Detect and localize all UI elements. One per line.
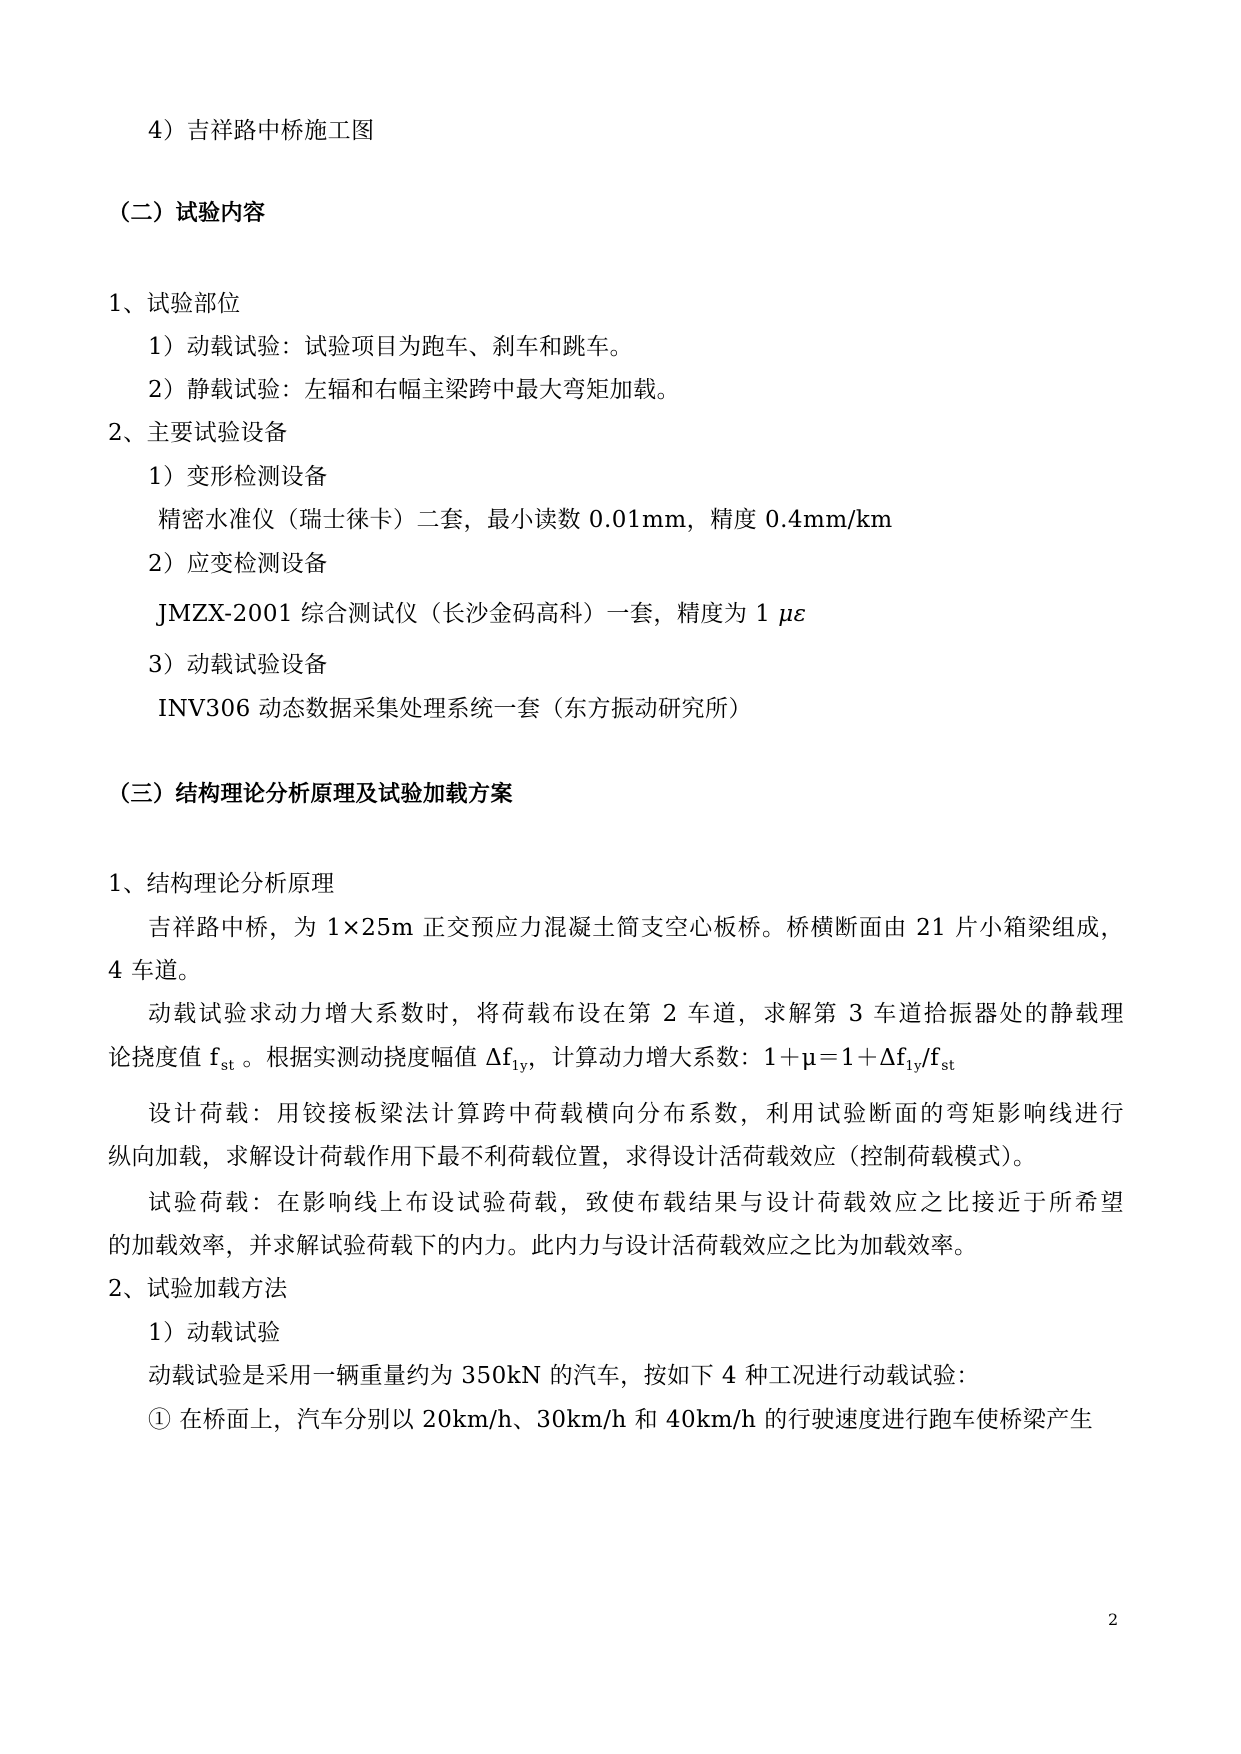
list-item: 1）动载试验：试验项目为跑车、刹车和跳车。 bbox=[148, 334, 634, 360]
paragraph-line: ① 在桥面上，汽车分别以 20km/h、30km/h 和 40km/h 的行驶速度进行跑车使桥梁产生 bbox=[148, 1407, 1094, 1433]
paragraph-line: 4 车道。 bbox=[108, 958, 202, 984]
list-item: 1）动载试验 bbox=[148, 1320, 281, 1346]
subscript: st bbox=[941, 1058, 956, 1074]
list-item: 2）静载试验：左辐和右幅主梁跨中最大弯矩加载。 bbox=[148, 377, 681, 403]
formula-text: 论挠度值 f bbox=[108, 1045, 219, 1071]
equipment-description bbox=[158, 599, 806, 629]
paragraph-line: 吉祥路中桥，为 1×25m 正交预应力混凝土简支空心板桥。桥横断面由 21 片小箱梁组成， bbox=[148, 915, 1124, 941]
list-item: 2）应变检测设备 bbox=[148, 551, 328, 577]
reference-item: 4）吉祥路中桥施工图 bbox=[148, 118, 375, 144]
list-item: 1）变形检测设备 bbox=[148, 464, 328, 490]
subsection-heading: 1、结构理论分析原理 bbox=[108, 871, 335, 897]
formula-text: /f bbox=[921, 1045, 940, 1071]
section-heading: （二）试验内容 bbox=[108, 201, 266, 226]
paragraph-line: 动载试验是采用一辆重量约为 350kN 的汽车，按如下 4 种工况进行动载试验： bbox=[148, 1363, 980, 1389]
paragraph-line: 设计荷载：用铰接板梁法计算跨中荷载横向分布系数，利用试验断面的弯矩影响线进行 bbox=[148, 1101, 1124, 1127]
paragraph-line: 的加载效率，并求解试验荷载下的内力。此内力与设计活荷载效应之比为加载效率。 bbox=[108, 1233, 978, 1259]
formula-text: 。根据实测动挠度幅值 Δf bbox=[234, 1045, 512, 1071]
subscript: 1y bbox=[511, 1059, 529, 1074]
microstrain-symbol: με bbox=[778, 601, 807, 627]
paragraph-line: 纵向加载，求解设计荷载作用下最不利荷载位置，求得设计活荷载效应（控制荷载模式）。 bbox=[108, 1144, 1037, 1170]
equipment-description: INV306 动态数据采集处理系统一套（东方振动研究所） bbox=[158, 696, 753, 722]
equipment-text: JMZX-2001 综合测试仪（长沙金码高科）一套，精度为 1 bbox=[158, 601, 771, 627]
paragraph-line: 动载试验求动力增大系数时，将荷载布设在第 2 车道，求解第 3 车道拾振器处的静载理 bbox=[148, 1001, 1124, 1027]
subsection-heading: 2、主要试验设备 bbox=[108, 420, 288, 446]
formula-text: ，计算动力增大系数：1＋μ＝1＋Δf bbox=[528, 1045, 906, 1071]
equipment-description: 精密水准仪（瑞士徕卡）二套，最小读数 0.01mm，精度 0.4mm/km bbox=[158, 507, 893, 533]
subsection-heading: 2、试验加载方法 bbox=[108, 1276, 288, 1302]
page-number: 2 bbox=[1108, 1610, 1119, 1629]
subscript: 1y bbox=[905, 1059, 922, 1074]
section-heading: （三）结构理论分析原理及试验加载方案 bbox=[108, 782, 514, 807]
subsection-heading: 1、试验部位 bbox=[108, 291, 241, 317]
list-item: 3）动载试验设备 bbox=[148, 652, 328, 678]
subscript: st bbox=[220, 1058, 235, 1074]
formula-line bbox=[108, 1043, 955, 1082]
paragraph-line: 试验荷载：在影响线上布设试验荷载，致使布载结果与设计荷载效应之比接近于所希望 bbox=[148, 1190, 1124, 1216]
